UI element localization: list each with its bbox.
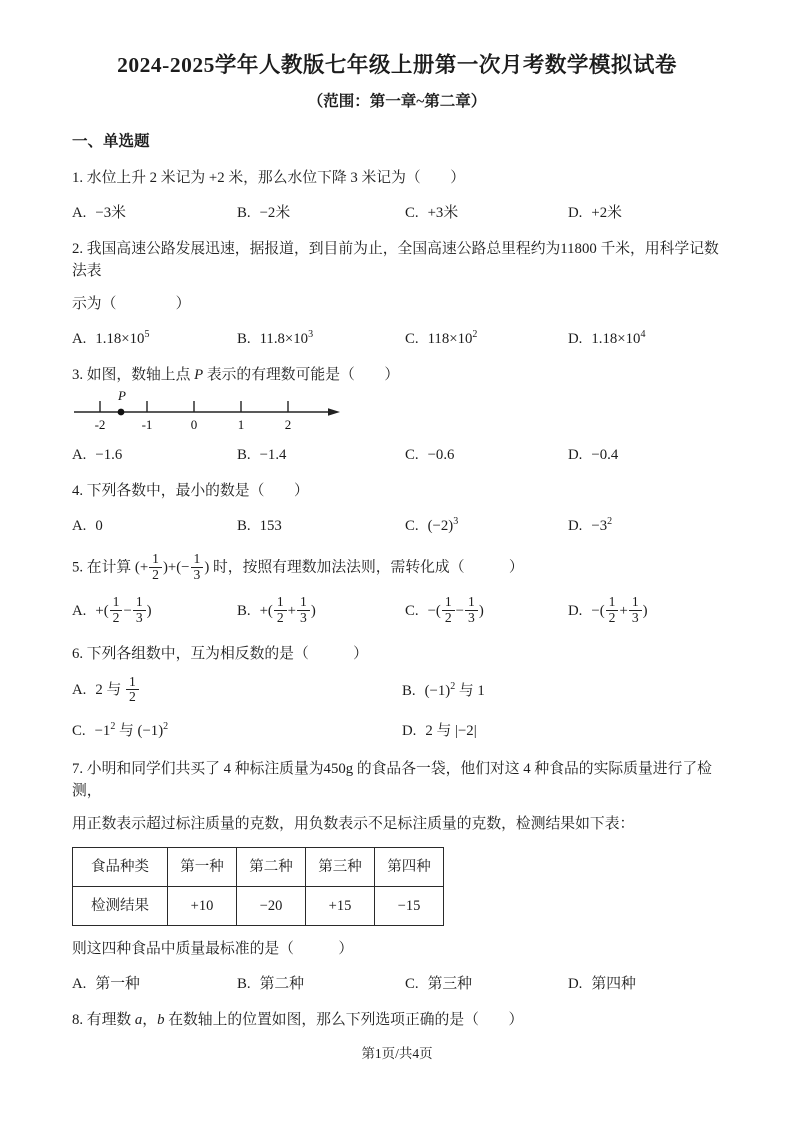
question-4 bbox=[72, 480, 722, 537]
question-1 bbox=[72, 167, 722, 224]
option-b bbox=[237, 444, 405, 466]
option-a bbox=[72, 673, 402, 706]
page-title: 2024-2025学年人教版七年级上册第一次月考数学模拟试卷 bbox=[117, 53, 677, 77]
option-a-value: −1.6 bbox=[95, 447, 123, 463]
option-c-label: C. bbox=[72, 723, 86, 740]
option-b-value: $11.8\times 10^3$ bbox=[259, 329, 314, 347]
option-a-label: A. bbox=[72, 602, 87, 619]
option-b bbox=[237, 596, 405, 626]
option-a bbox=[72, 973, 237, 995]
option-a-value: +( $\frac{1}{2}$ − $\frac{1}{3}$ ) bbox=[95, 594, 152, 626]
option-d bbox=[568, 515, 722, 537]
option-b-value: $(-1)^2$ 与 1 bbox=[424, 681, 485, 699]
option-b-value: −2米 bbox=[259, 205, 291, 221]
option-d-value: +2米 bbox=[591, 205, 622, 221]
table-header-cell: 第一种 bbox=[168, 848, 237, 887]
option-c bbox=[72, 720, 402, 742]
option-b-label: B. bbox=[237, 447, 251, 463]
question-4-options bbox=[72, 515, 722, 537]
option-c-value: $-1^2$ 与 $(-1)^2$ bbox=[94, 721, 169, 740]
option-d-label: D. bbox=[568, 976, 583, 993]
point-p-dot bbox=[118, 409, 125, 416]
option-b bbox=[237, 202, 405, 224]
tick-label: 1 bbox=[237, 417, 245, 432]
question-3-text: 3. 如图，数轴上点 P 表示的有理数可能是（ ） bbox=[72, 367, 400, 383]
table-cell: −15 bbox=[375, 887, 444, 926]
question-2-options bbox=[72, 328, 722, 350]
option-b bbox=[237, 328, 405, 350]
option-a bbox=[72, 328, 237, 350]
table-cell: −20 bbox=[237, 887, 306, 926]
option-c-label: C. bbox=[405, 518, 419, 534]
option-b-label: B. bbox=[402, 682, 416, 699]
option-a-label: A. bbox=[72, 205, 87, 221]
question-7-options bbox=[72, 973, 722, 995]
tick-label: -2 bbox=[94, 417, 106, 432]
option-b-label: B. bbox=[237, 976, 251, 993]
point-p-label: P bbox=[118, 390, 126, 403]
option-c bbox=[405, 444, 568, 466]
axis-arrow-icon bbox=[328, 408, 340, 416]
option-d-value: $1.18\times 10^4$ bbox=[591, 329, 646, 347]
option-c-label: C. bbox=[405, 447, 419, 463]
question-7 bbox=[72, 758, 722, 995]
question-5 bbox=[72, 553, 722, 627]
option-d-label: D. bbox=[568, 602, 583, 619]
question-4-text: 4. 下列各数中，最小的数是（ ） bbox=[72, 483, 309, 499]
option-d-value: −0.4 bbox=[591, 447, 619, 463]
table-header-cell: 第二种 bbox=[237, 848, 306, 887]
exam-scope-subtitle: （范围：第一章~第二章） bbox=[307, 93, 487, 110]
option-d bbox=[568, 444, 722, 466]
section-heading-single-choice: 一、单选题 bbox=[72, 133, 150, 150]
option-a-value: 0 bbox=[95, 518, 103, 534]
question-6-text: 6. 下列各组数中，互为相反数的是（ ） bbox=[72, 645, 368, 662]
question-6-options-row1 bbox=[72, 673, 722, 706]
option-a-label: A. bbox=[72, 682, 87, 699]
option-b-value: 153 bbox=[259, 518, 282, 534]
option-d-label: D. bbox=[402, 723, 417, 740]
option-b-label: B. bbox=[237, 518, 251, 534]
option-b bbox=[237, 973, 405, 995]
question-7-after-table: 则这四种食品中质量最标准的是（ ） bbox=[72, 941, 354, 958]
question-8 bbox=[72, 1009, 722, 1031]
tick-label: -1 bbox=[141, 417, 153, 432]
option-c-label: C. bbox=[405, 976, 419, 993]
table-row bbox=[73, 848, 444, 887]
option-d-label: D. bbox=[568, 331, 583, 347]
option-a-value: $1.18\times 10^5$ bbox=[95, 329, 150, 347]
option-a-value: −3米 bbox=[95, 205, 126, 221]
option-d-label: D. bbox=[568, 205, 583, 221]
option-c-value: −0.6 bbox=[427, 447, 455, 463]
option-c-value: 第三种 bbox=[427, 976, 472, 993]
question-5-options bbox=[72, 596, 722, 626]
option-c-label: C. bbox=[405, 331, 419, 347]
option-a-value: 2 与 $\frac{1}{2}$ bbox=[95, 682, 139, 698]
table-cell: 检测结果 bbox=[73, 887, 168, 926]
question-2 bbox=[72, 238, 722, 350]
table-row bbox=[73, 887, 444, 926]
question-2-text-line1: 2. 我国高速公路发展迅速，据报道，到目前为止，全国高速公路总里程约为11800 千米，用科学记数法表 bbox=[72, 241, 719, 279]
option-c-value: −( $\frac{1}{2}$ − $\frac{1}{3}$ ) bbox=[427, 594, 484, 626]
option-a bbox=[72, 202, 237, 224]
table-header-cell: 食品种类 bbox=[73, 848, 168, 887]
option-b-label: B. bbox=[237, 331, 251, 347]
option-d bbox=[568, 973, 722, 995]
option-d bbox=[568, 596, 722, 626]
option-c bbox=[405, 202, 568, 224]
option-d-label: D. bbox=[568, 518, 583, 534]
page-number-footer: 第1页/共4页 bbox=[361, 1046, 433, 1061]
option-c-label: C. bbox=[405, 205, 419, 221]
option-a-label: A. bbox=[72, 518, 87, 534]
option-c-value: +3米 bbox=[427, 205, 459, 221]
option-c bbox=[405, 328, 568, 350]
option-d-value: −( $\frac{1}{2}$ + $\frac{1}{3}$ ) bbox=[591, 594, 648, 626]
option-d-value: $-3^2$ bbox=[591, 516, 613, 534]
table-cell: +10 bbox=[168, 887, 237, 926]
table-header-cell: 第四种 bbox=[375, 848, 444, 887]
option-d bbox=[568, 328, 722, 350]
option-c-value: $118\times 10^2$ bbox=[427, 329, 478, 347]
question-1-text: 1. 水位上升 2 米记为 +2 米，那么水位下降 3 米记为（ ） bbox=[72, 170, 466, 186]
question-2-text-line2: 示为（ ） bbox=[72, 296, 191, 312]
option-d-value: 第四种 bbox=[591, 976, 636, 993]
option-d bbox=[402, 720, 722, 742]
option-c-value: $(-2)^3$ bbox=[427, 516, 459, 534]
option-a bbox=[72, 596, 237, 626]
option-d-label: D. bbox=[568, 447, 583, 463]
option-a-label: A. bbox=[72, 331, 87, 347]
question-7-text-line2: 用正数表示超过标注质量的克数，用负数表示不足标注质量的克数，检测结果如下表： bbox=[72, 816, 635, 833]
option-b bbox=[402, 680, 722, 702]
option-b-label: B. bbox=[237, 602, 251, 619]
table-header-cell: 第三种 bbox=[306, 848, 375, 887]
question-3 bbox=[72, 364, 722, 466]
option-b-value: 第二种 bbox=[259, 976, 304, 993]
option-d bbox=[568, 202, 722, 224]
question-1-options bbox=[72, 202, 722, 224]
option-a bbox=[72, 515, 237, 537]
question-3-options bbox=[72, 444, 722, 466]
option-c bbox=[405, 973, 568, 995]
question-7-text-line1: 7. 小明和同学们共买了 4 种标注质量为450g 的食品各一袋，他们对这 4 种食品的实际质量进行了检测， bbox=[72, 761, 712, 800]
option-a-label: A. bbox=[72, 447, 87, 463]
question-6 bbox=[72, 643, 722, 742]
option-b bbox=[237, 515, 405, 537]
option-c bbox=[405, 596, 568, 626]
question-6-options-row2 bbox=[72, 720, 722, 742]
q7-measurement-table bbox=[72, 847, 444, 926]
option-a-label: A. bbox=[72, 976, 87, 993]
tick-label: 0 bbox=[190, 417, 198, 432]
option-c bbox=[405, 515, 568, 537]
question-8-text: 8. 有理数 a，b 在数轴上的位置如图，那么下列选项正确的是（ ） bbox=[72, 1012, 524, 1029]
table-cell: +15 bbox=[306, 887, 375, 926]
option-b-value: +( $\frac{1}{2}$ + $\frac{1}{3}$ ) bbox=[259, 594, 316, 626]
option-c-label: C. bbox=[405, 602, 419, 619]
option-b-value: −1.4 bbox=[259, 447, 287, 463]
option-b-label: B. bbox=[237, 205, 251, 221]
tick-label: 2 bbox=[284, 417, 292, 432]
option-a bbox=[72, 444, 237, 466]
option-d-value: 2 与 |−2| bbox=[425, 723, 477, 740]
option-a-value: 第一种 bbox=[95, 976, 140, 993]
q3-number-line-figure bbox=[72, 390, 344, 436]
question-5-text: 5. 在计算 (+ $\frac{1}{2}$ )+(− $\frac{1}{3}$ ) 时，按照有理数加法法则，需转化成（ ） bbox=[72, 551, 524, 582]
